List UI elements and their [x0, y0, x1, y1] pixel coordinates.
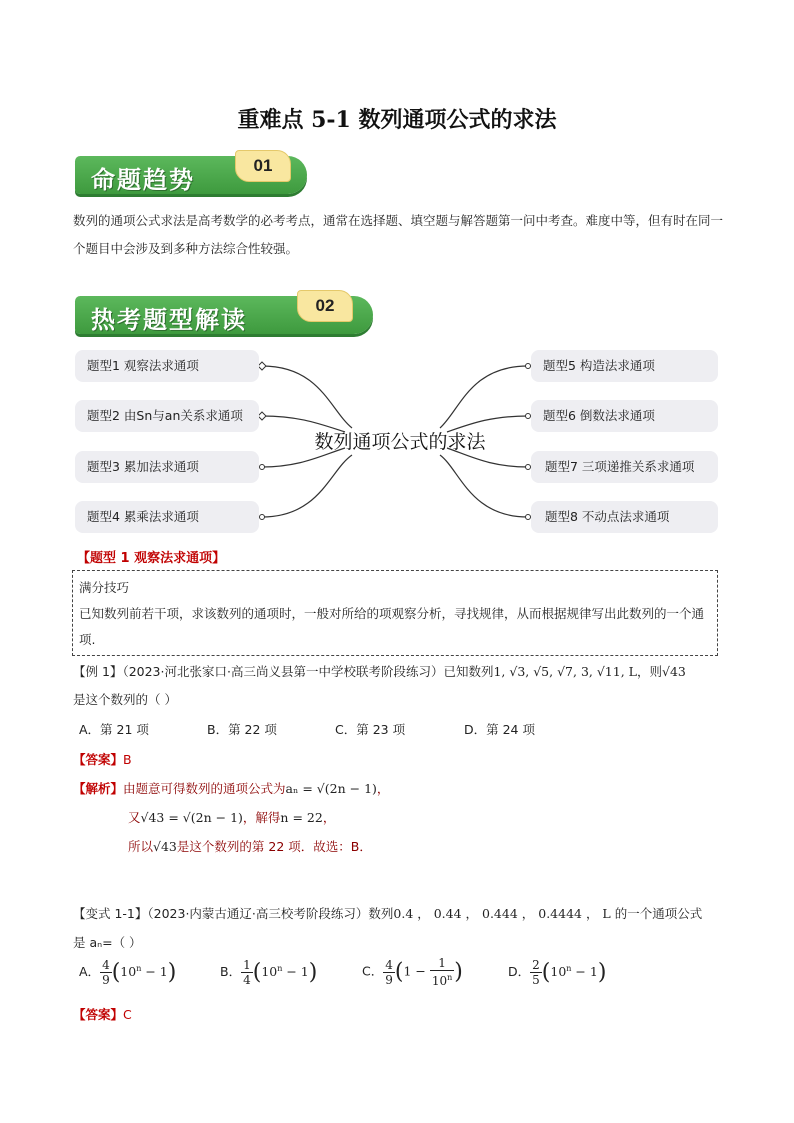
option-b: B．第 22 项 — [207, 722, 277, 737]
variant-source: （2023·内蒙古通辽·高三校考阶段练习）数列 — [147, 906, 394, 921]
section-heading: 【题型 1 观察法求通项】 — [77, 551, 226, 566]
answer-value: B — [123, 752, 132, 767]
formula: √43 = √(2n − 1) — [140, 810, 243, 825]
example-question — [73, 662, 686, 680]
variant-label: 【变式 1-1】 — [73, 906, 148, 921]
mindmap-node: 题型5 构造法求通项 — [531, 350, 718, 382]
formula: n = 22 — [280, 810, 323, 825]
variant-option-b: B． $\frac{1}{4}$ $(10^n - 1)$ — [220, 958, 318, 987]
option-c: C．第 23 项 — [335, 722, 406, 737]
mindmap-node: 题型1 观察法求通项 — [75, 350, 259, 382]
analysis-text: ，解得 — [242, 810, 281, 825]
option-label: B． — [220, 964, 242, 979]
variant-option-c: C． $\frac{4}{9}$ (1 − $\frac{1}{10^n}$ ) — [362, 956, 463, 988]
variant-tail: 的一个通项公式 — [610, 906, 703, 921]
analysis-line2: 又√43 = √(2n − 1)，解得n = 22， — [128, 810, 336, 825]
mindmap-center: 数列通项公式的求法 — [314, 431, 486, 453]
analysis-text: 所以 — [128, 839, 154, 854]
analysis-text: 又 — [128, 810, 141, 825]
analysis-label: 【解析】 — [73, 781, 124, 796]
example-target: √43 — [661, 664, 686, 679]
mindmap-node: 题型6 倒数法求通项 — [531, 400, 718, 432]
variant-answer-line — [73, 1005, 132, 1023]
example-sequence: 1, √3, √5, √7, 3, √11, L — [493, 664, 637, 679]
mindmap-node: 题型2 由Sn与an关系求通项 — [75, 400, 259, 432]
option-d: D．第 24 项 — [464, 722, 535, 737]
analysis-line3 — [128, 837, 372, 855]
mindmap-node: 题型3 累加法求通项 — [75, 451, 259, 483]
intro-paragraph: 数列的通项公式求法是高考数学的必考考点，通常在选择题、填空题与解答题第一问中考查。难度中等，但有时在同一个题目中会涉及到多种方法综合性较强。 — [73, 213, 724, 256]
option-label: D． — [508, 964, 531, 979]
answer-value: C — [123, 1007, 132, 1022]
analysis-line1: 【解析】由题意可得数列的通项公式为aₙ = √(2n − 1)， — [73, 781, 390, 796]
example-question-tail: ，则 — [636, 664, 662, 679]
mindmap-node: 题型8 不动点法求通项 — [531, 501, 718, 533]
banner-label: 热考题型解读 — [91, 305, 247, 334]
variant-question — [73, 904, 702, 922]
example-label: 【例 1】 — [73, 664, 123, 679]
answer-label: 【答案】 — [73, 1007, 124, 1022]
skill-box — [72, 570, 718, 656]
page-title: 重难点 5-1 数列通项公式的求法 — [237, 107, 557, 133]
answer-line — [73, 750, 132, 768]
option-label: A． — [79, 964, 101, 979]
analysis-text: 是这个数列的第 22 项．故选：B． — [176, 839, 372, 854]
variant-sequence: 0.4 ， 0.44 ， 0.444 ， 0.4444 ， L — [393, 906, 611, 921]
banner-number: 01 — [235, 150, 291, 182]
mindmap-node: 题型4 累乘法求通项 — [75, 501, 259, 533]
answer-label: 【答案】 — [73, 752, 124, 767]
formula: √43 — [153, 839, 177, 854]
skill-title: 满分技巧 — [79, 580, 130, 595]
banner-label: 命题趋势 — [91, 165, 195, 194]
variant-question-line2: 是 aₙ=（ ） — [73, 935, 142, 950]
option-label: C． — [362, 963, 384, 979]
example-source: （2023·河北张家口·高三尚义县第一中学校联考阶段练习）已知数列 — [122, 664, 494, 679]
option-a: A．第 21 项 — [79, 722, 149, 737]
variant-option-a: A． $\frac{4}{9}$ $(10^n - 1)$ — [79, 958, 177, 987]
analysis-text: 由题意可得数列的通项公式为 — [123, 781, 286, 796]
formula: aₙ = √(2n − 1) — [285, 781, 377, 796]
example-question-line2: 是这个数列的（ ） — [73, 692, 177, 707]
mindmap — [0, 0, 794, 560]
banner-number: 02 — [297, 290, 353, 322]
skill-text: 已知数列前若干项，求该数列的通项时，一般对所给的项观察分析，寻找规律，从而根据规律写出此数列的一个通项. — [79, 606, 705, 647]
mindmap-node: 题型7 三项递推关系求通项 — [531, 451, 718, 483]
variant-option-d: D． $\frac{2}{5}$ $(10^n - 1)$ — [508, 958, 607, 987]
